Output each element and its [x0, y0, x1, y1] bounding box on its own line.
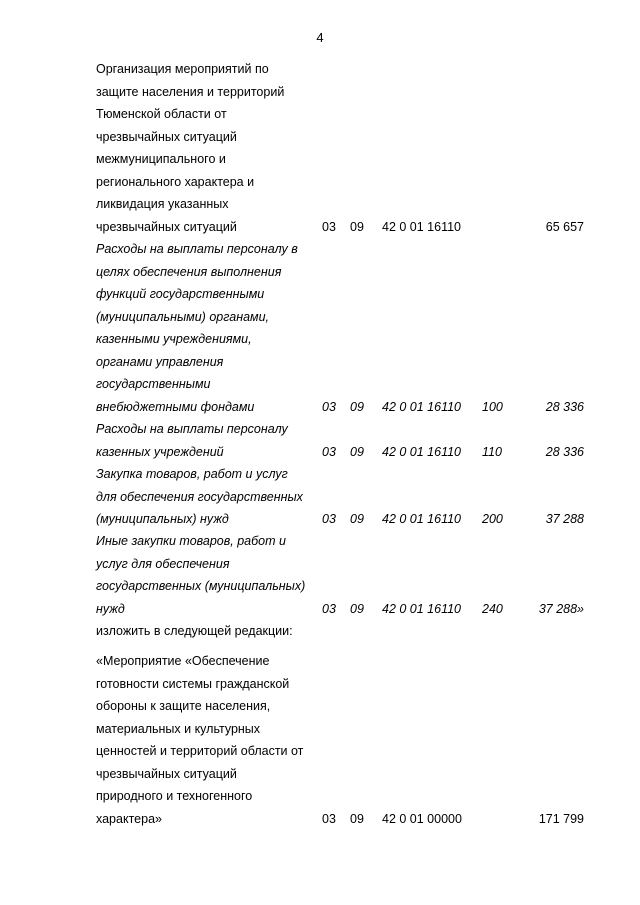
cell-rz: 03	[322, 219, 336, 234]
table-row-organization	[96, 58, 596, 238]
cell-vr: 100	[482, 399, 503, 414]
row-name: Расходы на выплаты персоналу в целях обеспечения выполнения функций государственными (муниципальными) органами, казенными учреждениями, органами управления государственными внебюджетными фондами	[96, 242, 298, 414]
table-row-new-measure	[96, 650, 596, 830]
cell-pr: 09	[350, 811, 364, 826]
cell-sum: 37 288»	[538, 601, 584, 616]
row-name: Расходы на выплаты персоналу казенных учреждений	[96, 422, 288, 459]
cell-csr: 42 0 01 16110	[382, 399, 462, 414]
cell-sum: 65 657	[545, 219, 584, 234]
cell-pr: 09	[350, 399, 364, 414]
cell-pr: 09	[350, 444, 364, 459]
cell-rz: 03	[322, 601, 336, 616]
cell-rz: 03	[322, 399, 336, 414]
table-row-staff-expenses	[96, 418, 596, 463]
cell-pr: 09	[350, 601, 364, 616]
row-name: Иные закупки товаров, работ и услуг для обеспечения государственных (муниципальных) нужд	[96, 534, 306, 616]
cell-vr: 200	[482, 512, 503, 526]
cell-csr: 42 0 01 16110	[382, 444, 462, 459]
cell-csr: 42 0 01 16110	[382, 512, 462, 526]
row-name: Организация мероприятий по защите населения и территорий Тюменской области от чрезвычайных ситуаций межмуниципального и регионального характера и ликвидация указанных чрезвычайных ситуаций	[96, 62, 285, 234]
table-row-personnel-expenses	[96, 238, 596, 418]
cell-rz: 03	[322, 512, 336, 526]
table-row-other-procurement	[96, 530, 596, 620]
instruction-text: изложить в следующей редакции:	[96, 624, 293, 638]
cell-sum: 28 336	[545, 444, 584, 459]
page-number: 4	[316, 30, 324, 45]
cell-csr: 42 0 01 16110	[382, 601, 462, 616]
cell-csr: 42 0 01 00000	[382, 811, 462, 826]
table-row-procurement	[96, 463, 596, 531]
cell-sum: 171 799	[538, 811, 584, 826]
cell-pr: 09	[350, 219, 364, 234]
row-name: «Мероприятие «Обеспечение готовности системы гражданской обороны к защите населения, материальных и культурных ценностей и территорий области от чрезвычайных ситуаций природного и техногенного характера»	[96, 654, 304, 826]
cell-sum: 37 288	[545, 512, 584, 526]
row-name: Закупка товаров, работ и услуг для обеспечения государственных (муниципальных) нужд	[96, 467, 303, 526]
cell-vr: 240	[482, 601, 503, 616]
cell-sum: 28 336	[545, 399, 584, 414]
cell-pr: 09	[350, 512, 364, 526]
cell-vr: 110	[482, 444, 502, 459]
cell-rz: 03	[322, 444, 336, 459]
cell-rz: 03	[322, 811, 336, 826]
cell-csr: 42 0 01 16110	[382, 219, 462, 234]
